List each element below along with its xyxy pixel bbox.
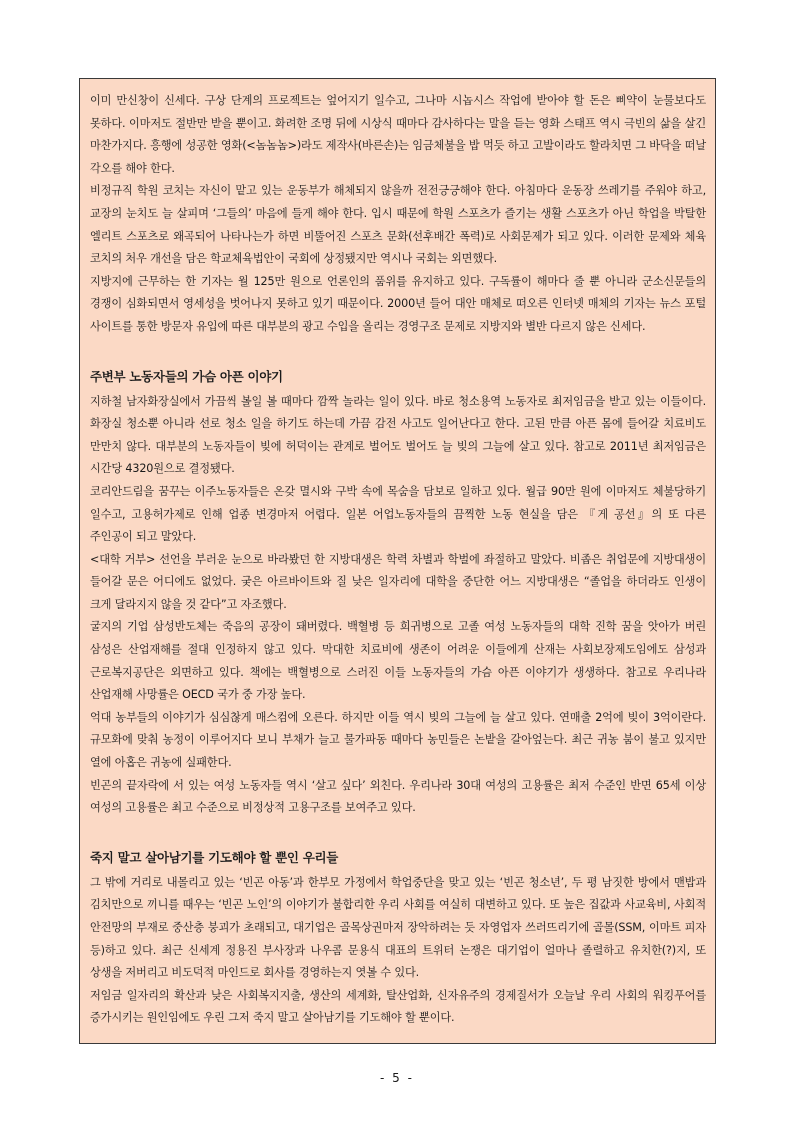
section1-paragraph-6: 빈곤의 끝자락에 서 있는 여성 노동자들 역시 ‘살고 싶다’ 외친다. 우리나라 30대 여성의 고용률은 최저 수준인 반면 65세 이상 여성의 고용률은 최고 수준으로 비정상적 고용구조를 보여주고 있다. [90,778,706,815]
section1-paragraph-3: <대학 거부> 선언을 부러운 눈으로 바라봤던 한 지방대생은 학력 차별과 학벌에 좌절하고 말았다. 비좁은 취업문에 지방대생이 들어갈 문은 어디에도 없었다. 궂은 아르바이트와 질 낮은 일자리에 대학을 중단한 어느 지방대생은 “졸업을 하더라도 인생이 크게 달라지지 않을 것 같다”고 자조했다. [90,552,706,611]
section2-heading: 죽지 말고 살아남기를 기도해야 할 뿐인 우리들 [90,849,339,865]
section1-paragraph-5: 억대 농부들의 이야기가 심심찮게 매스컴에 오른다. 하지만 이들 역시 빚의 그늘에 늘 살고 있다. 연매출 2억에 빚이 3억이란다. 규모화에 맞춰 농정이 이루어지다 보니 부채가 늘고 물가파동 때마다 농민들은 논밭을 갈아엎는다. 최근 귀농 붐이 불고 있지만 열에 아홉은 귀농에 실패한다. [90,710,706,770]
article-box [79,78,716,1044]
intro-paragraph-2: 비정규직 학원 코치는 자신이 맡고 있는 운동부가 해체되지 않을까 전전긍긍해야 한다. 아침마다 운동장 쓰레기를 주워야 하고, 교장의 눈치도 늘 살피며 ‘그들의’ 마음에 들게 해야 한다. 입시 때문에 학원 스포츠가 즐기는 생활 스포츠가 아닌 학업을 박탈한 엘리트 스포츠로 왜곡되어 나타나는가 하면 비뚤어진 스포츠 문화(선후배간 폭력)로 사회문제가 되고 있다. 이러한 문제와 체육 코치의 처우 개선을 담은 학교체육법안이 국회에 상정됐지만 역시나 국회는 외면했다. [90,184,706,266]
section1-heading: 주변부 노동자들의 가슴 아픈 이야기 [90,368,283,384]
section2-paragraph-1: 그 밖에 거리로 내몰리고 있는 ‘빈곤 아동’과 한부모 가정에서 학업중단을 맞고 있는 ‘빈곤 청소년’, 두 평 남짓한 방에서 맨밥과 김치만으로 끼니를 때우는 ‘빈곤 노인’의 이야기가 불합리한 우리 사회를 여실히 대변하고 있다. 또 높은 집값과 사교육비, 사회적 안전망의 부재로 중산층 붕괴가 초래되고, 대기업은 골목상권마저 장악하려는 듯 자영업자 쓰러뜨리기에 골몰(SSM, 이마트 피자 등)하고 있다. 최근 신세계 정용진 부사장과 나우콤 문용식 대표의 트위터 논쟁은 대기업이 얼마나 졸렬하고 유치한(?)지, 또 상생을 저버리고 비도덕적 마인드로 회사를 경영하는지 엿볼 수 있다. [90,875,706,980]
section1-paragraph-4: 굴지의 기업 삼성반도체는 죽음의 공장이 돼버렸다. 백혈병 등 희귀병으로 고졸 여성 노동자들의 대학 진학 꿈을 앗아가 버린 삼성은 산업재해를 절대 인정하지 않고 있다. 막대한 치료비에 생존이 어려운 이들에게 산재는 사회보장제도임에도 삼성과 근로복지공단은 외면하고 있다. 책에는 백혈병으로 스러진 이들 노동자들의 가슴 아픈 이야기가 생생하다. 참고로 우리나라 산업재해 사망률은 OECD 국가 중 가장 높다. [90,620,706,702]
section2-paragraph-2: 저임금 일자리의 확산과 낮은 사회복지지출, 생산의 세계화, 탈산업화, 신자유주의 경제질서가 오늘날 우리 사회의 워킹푸어를 증가시키는 원인임에도 우린 그저 죽지 말고 살아남기를 기도해야 할 뿐이다. [90,988,706,1025]
intro-paragraph-1: 이미 만신창이 신세다. 구상 단계의 프로젝트는 엎어지기 일수고, 그나마 시놉시스 작업에 받아야 할 돈은 삐약이 눈물보다도 못하다. 이마저도 절반만 받을 뿐이고. 화려한 조명 뒤에 시상식 때마다 감사하다는 말을 듣는 영화 스태프 역시 극빈의 삶을 살긴 마찬가지다. 흥행에 성공한 영화(<놈놈놈>)라도 제작사(바른손)는 임금체불을 밥 먹듯 하고 고발이라도 할라치면 그 바닥을 떠날 각오를 해야 한다. [90,94,706,175]
page-number: - 5 - [380,1071,414,1085]
section1-paragraph-1: 지하철 남자화장실에서 가끔씩 볼일 볼 때마다 깜짝 놀라는 일이 있다. 바로 청소용역 노동자로 최저임금을 받고 있는 이들이다. 화장실 청소뿐 아니라 선로 청소 일을 하기도 하는데 가끔 감전 사고도 일어난다고 한다. 고된 만큼 아픈 몸에 들어갈 치료비도 만만치 않다. 대부분의 노동자들이 빚에 허덕이는 관계로 벌어도 벌어도 늘 빚의 그늘에 살고 있다. 참고로 2011년 최저임금은 시간당 4320원으로 결정됐다. [90,394,706,476]
intro-paragraph-3: 지방지에 근무하는 한 기자는 월 125만 원으로 언론인의 품위를 유지하고 있다. 구독률이 해마다 줄 뿐 아니라 군소신문들의 경쟁이 심화되면서 영세성을 벗어나지 못하고 있기 때문이다. 2000년 들어 대안 매체로 떠오른 인터넷 매체의 기자는 뉴스 포털 사이트를 통한 방문자 유입에 따른 대부분의 광고 수입을 올리는 경영구조 문제로 지방지와 별반 다르지 않은 신세다. [90,274,706,333]
section1-paragraph-2: 코리안드림을 꿈꾸는 이주노동자들은 온갖 멸시와 구박 속에 목숨을 담보로 일하고 있다. 월급 90만 원에 이마저도 체불당하기 일수고, 고용허가제로 인해 업종 변경마저 어렵다. 일본 어업노동자들의 끔찍한 노동 현실을 담은 『게 공선』의 또 다른 주인공이 되고 말았다. [90,484,706,544]
